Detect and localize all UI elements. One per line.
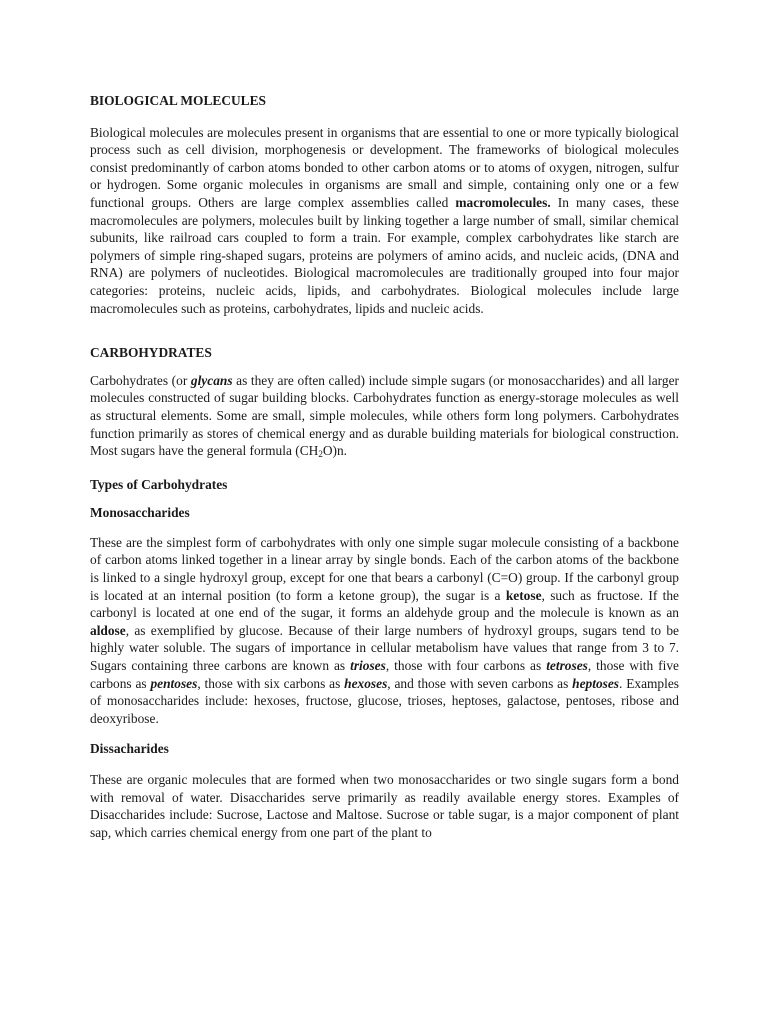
mono-text-1: These are the simplest form of carbohydrates with only one simple sugar molecule consisting of a backbone of carbon atoms linked together in a linear array by single bonds. Each of the carbon atoms of the backbone is linked to a single hydroxyl group, except for one that bears a carbonyl (C=O) group. If the carbonyl group is located at an internal position (to form a ketone group), the sugar is a	[90, 534, 679, 603]
mono-text-7: , and those with seven carbons as	[387, 675, 573, 691]
term-tetroses: tetroses	[546, 658, 588, 674]
term-hexoses: hexoses	[344, 675, 388, 691]
subsection-title-disaccharides: Dissacharides	[90, 741, 169, 757]
document-page	[90, 92, 679, 841]
carb-text-1: Carbohydrates (or	[90, 372, 191, 388]
disaccharides-paragraph: These are organic molecules that are formed when two monosaccharides or two single sugars form a bond with removal of water. Disaccharides serve primarily as readily available energy stores. Examples of Disaccharides include: Sucrose, Lactose and Maltose. Sucrose or table sugar, is a major component of plant sap, which carries chemical energy from one part of the plant to	[90, 772, 679, 840]
intro-text-1: Biological molecules are molecules present in organisms that are essential to one or more typically biological process such as cell division, morphogenesis or development. The frameworks of biological molecules consist predominantly of carbon atoms bonded to other carbon atoms or to atoms of oxygen, nitrogen, sulfur or hydrogen. Some organic molecules in organisms are small and simple, containing only one or a few functional groups. Others are large complex assemblies called	[90, 124, 679, 210]
intro-paragraph	[90, 124, 679, 318]
subsection-title-types: Types of Carbohydrates	[90, 476, 228, 492]
monosaccharides-paragraph	[90, 534, 679, 728]
mono-text-5: , those with five carbons as	[90, 658, 679, 691]
intro-text-2: In many cases, these macromolecules are polymers, molecules built by linking together a large number of small, similar chemical subunits, like railroad cars coupled to form a train. For example, complex carbohydrates like starch are polymers of simple ring-shaped sugars, proteins are polymers of amino acids, and nucleic acids, (DNA and RNA) are polymers of nucleotides. Biological macromolecules are traditionally grouped into four major categories: proteins, nucleic acids, lipids, and carbohydrates. Biological molecules include large macromolecules such as proteins, carbohydrates, lipids and nucleic acids.	[90, 194, 679, 316]
term-macromolecules: macromolecules.	[455, 194, 551, 210]
mono-text-3: , as exemplified by glucose. Because of their large numbers of hydroxyl groups, sugars tend to be highly water soluble. The sugars of importance in cellular metabolism have values that range from 3 to 7. Sugars containing three carbons are known as	[90, 622, 679, 674]
section-title-carbohydrates: CARBOHYDRATES	[90, 345, 212, 361]
term-trioses: trioses	[350, 658, 386, 674]
term-pentoses: pentoses	[150, 675, 198, 691]
subsection-title-monosaccharides: Monosaccharides	[90, 505, 190, 521]
formula-subscript: 2	[318, 449, 323, 460]
mono-text-2: , such as fructose. If the carbonyl is located at one end of the sugar, it forms an aldehyde group and the molecule is known as an	[90, 587, 679, 621]
carb-text-3: O)n.	[322, 443, 348, 459]
term-aldose: aldose	[90, 622, 126, 638]
term-heptoses: heptoses	[572, 675, 620, 691]
term-glycans: glycans	[190, 372, 233, 388]
mono-text-4: , those with four carbons as	[385, 658, 547, 674]
carbohydrates-paragraph	[90, 372, 679, 460]
term-ketose: ketose	[505, 587, 542, 603]
carb-text-2: as they are often called) include simple sugars (or monosaccharides) and all larger molecules constructed of sugar building blocks. Carbohydrates function as energy-storage molecules as well as structural elements. Some are small, simple molecules, while others form long polymers. Carbohydrates function primarily as stores of chemical energy and as durable building materials for biological construction. Most sugars have the general formula (CH	[90, 372, 679, 459]
section-title-biological-molecules: BIOLOGICAL MOLECULES	[90, 93, 266, 108]
mono-text-6: , those with six carbons as	[197, 675, 345, 691]
mono-text-8: . Examples of monosaccharides include: hexoses, fructose, glucose, trioses, heptoses, galactose, pentoses, ribose and deoxyribose.	[90, 675, 679, 726]
